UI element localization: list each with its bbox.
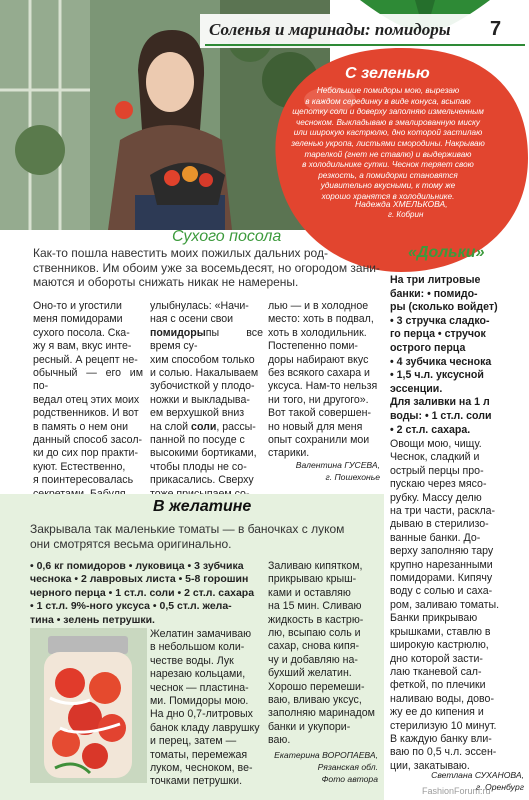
gel-region: Рязанская обл.: [317, 762, 378, 772]
jar-photo: [30, 628, 147, 783]
dry-city: г. Пошехонье: [325, 472, 380, 482]
tomato-box-text: Небольшие помидоры мою, вырезаю в каждом серединку в виде конуса, всыпаю щепотку соли и доверху заполняю измельченным чесноком. Выкладываю в эмалированную миску или широкую кастрюлю, дно которой застилаю зеленью укропа, листьями смородины. Накрываю тарелкой (гнет не ставлю) и выдерживаю в холодильнике сутки. Чеснок теряет свою резкость, а помидорки становятся удивительно вкусными, к тому же хорошо хранятся в холодильнике.: [291, 86, 485, 201]
gel-ingredients: • 0,6 кг помидоров • луковица • 3 зубчика чеснока • 2 лавровых листа • 5-8 горошин черного перца • 1 ст.л. соли • 2 ст.л. сахара • 1 ст.л. 9%-ного уксуса • 0,5 ст.л. жела- тина • зелень петрушки.: [30, 560, 255, 626]
dry-intro: Как-то пошла навестить моих пожилых дальних род- ственников. Им обоим уже за восемьдесят, но огородом зани- маются и обороты снижать никак не намерены.: [33, 246, 380, 289]
gel-col-right: Заливаю кипятком, прикрываю крыш- ками и оставляю на 15 мин. Сливаю жидкость в кастрю- лю, всыпаю соль и сахар, снова кипя- чу и добавляю на- бухший желатин. Хорошо перемеши- ваю, вливаю уксус, заполняю маринадом банки и укупори- ваю.: [268, 560, 375, 747]
gel-title: В желатине: [153, 498, 252, 515]
page-number: 7: [490, 18, 502, 40]
dry-col-2: улыбнулась: «Начи- ная с осени свои помидорыпы все время су- хим способом только и солью. Накалываем зубочисткой у плодо- ножки и выкладыва- ем верхушкой вниз на слой соли, рассы- панной по посуде с высокими бортиками, чтобы плоды не со- прикасались. Сверху: [150, 300, 263, 487]
section-title: Соленья и маринады: помидоры: [209, 20, 451, 39]
dolki-city: г. Оренбург: [476, 782, 524, 792]
gel-col-left: Желатин замачиваю в небольшом коли- честве воды. Лук нарезаю кольцами, чеснок — пластина- ми. Помидоры мою. На дно 0,7-литровых банок кладу лаврушку и перец, затем — томаты, перемежая луком, чесноком, ве- точками петрушки.: [150, 628, 260, 788]
tomato-box-city: г. Кобрин: [388, 210, 424, 219]
dry-author: Валентина ГУСЕВА,: [295, 460, 380, 470]
dolki-author: Светлана СУХАНОВА,: [431, 770, 524, 780]
tomato-box-author: Надежда ХМЕЛЬКОВА,: [355, 199, 448, 209]
dry-col-3: лью — и в холодное место: хоть в подвал, хоть в холодильник. Постепенно поми- доры набирают вкус без всякого сахара и уксуса. Нам-то нельзя ни того, ни другого». Вот такой совершен- но новый для меня опыт сохранили мои старики.: [268, 300, 378, 460]
tomato-box-title: С зеленью: [345, 65, 430, 82]
gel-photo-credit: Фото автора: [321, 774, 378, 784]
dolki-title: «Дольки»: [408, 244, 485, 261]
gel-author: Екатерина ВОРОПАЕВА,: [274, 750, 378, 760]
gel-intro: Закрывала так маленькие томаты — в баночках с луком они смотрятся весьма оригинально.: [30, 522, 345, 551]
header-divider: [205, 44, 525, 46]
watermark: FashionForum.ru: [422, 786, 491, 796]
dry-col-1: Оно-то и угостили меня помидорами сухого посола. Ска- жу я вам, вкус инте- ресный. А рецепт не- обычный — его им по- ведал отец этих моих родственников. И вот в память о нем они данный способ засол- ки до сих пор практи- куют. Естественно, я поинтересовалась: [33, 300, 143, 487]
dry-title: Сухого посола: [172, 228, 282, 245]
